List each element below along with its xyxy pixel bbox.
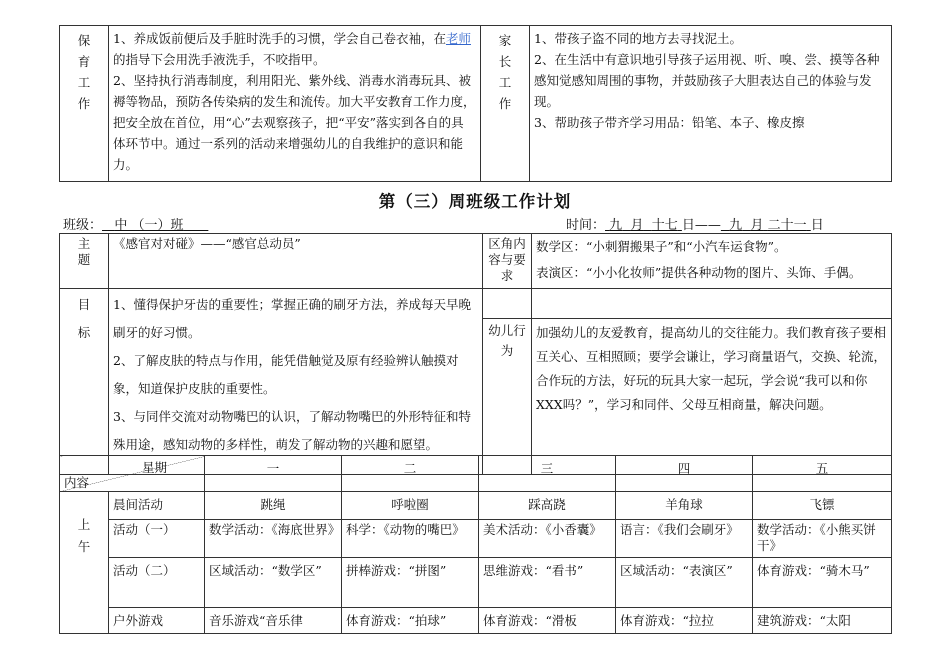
schedule-cell: 体育游戏：“滑板 [479,608,616,634]
care-work-label: 保育工作 [60,26,109,182]
plan-table [59,233,892,475]
schedule-cell: 跳绳 [205,492,342,520]
area-item-2: 表演区：“小小化妆师”提供各种动物的图片、头饰、手偶。 [536,265,862,280]
schedule-cell: 体育游戏：“骑木马” [753,558,892,608]
time-month-end: 九 [729,218,743,233]
parent-work-content [530,26,892,182]
day-header-1: 一 [205,456,342,492]
schedule-cell: 思维游戏：“看书” [479,558,616,608]
corner-weekday: 星期 [142,460,168,475]
schedule-cell: 科学：《动物的嘴巴》 [342,520,479,558]
care-item-1: 1、养成饭前便后及手脏时洗手的习惯，学会自己卷衣袖，在老师的指导下会用洗手液洗手，不咬指甲。 [113,31,471,67]
care-item-2: 2、坚持执行消毒制度，利用阳光、紫外线、消毒水消毒玩具、被褥等物品，预防各传染病的发生和流传。加大平安教育工作力度，把安全放在首位，用“心”去观察孩子，把“平安”落实到各自的具体环节中。通过一系列的活动来增强幼儿的自我维护的意识和能力。 [113,73,476,172]
day-header-4: 四 [616,456,753,492]
care-work-content [109,26,481,182]
parent-item-2: 2、在生活中有意识地引导孩子运用视、听、嗅、尝、摸等各种感知觉感知周围的事物，并鼓励孩子大胆表达自己的体验与发现。 [534,52,880,109]
area-item-1: 数学区：“小刺猬搬果子”和“小汽车运食物”。 [536,239,787,254]
theme-value: 《感官对对碰》——“感官总动员” [109,234,483,289]
time-label: 时间： [566,218,606,233]
schedule-cell: 语言：《我们会刷牙》 [616,520,753,558]
theme-label: 主题 [60,234,109,289]
behavior-label: 幼儿行为 [483,319,532,475]
row-label: 户外游戏 [109,608,205,634]
schedule-cell: 体育游戏：“拉拉 [616,608,753,634]
period-morning-label: 上午 [60,492,109,634]
time-day-end: 二十一 [767,218,807,233]
schedule-cell: 区域活动：“表演区” [616,558,753,608]
behavior-content: 加强幼儿的友爱教育，提高幼儿的交往能力。我们教育孩子要相互关心、互相照顾；要学会谦让，学习商量语气，交换、轮流，合作玩的方法，好玩的玩具大家一起玩，学会说“我可以和你XXX吗？”，学习和同伴、父母互相商量，解决问题。 [532,319,892,475]
schedule-cell: 音乐游戏“音乐律 [205,608,342,634]
time-day-start: 十七 [651,218,678,233]
schedule-table [59,455,892,634]
schedule-cell: 建筑游戏：“太阳 [753,608,892,634]
parent-item-1: 1、带孩子盗不同的地方去寻找泥土。 [534,31,742,46]
goal-item-3: 3、与同伴交流对动物嘴巴的认识，了解动物嘴巴的外形特征和特殊用途，感知动物的多样性，萌发了解动物的兴趣和愿望。 [113,409,471,452]
schedule-cell: 呼啦圈 [342,492,479,520]
schedule-cell: 拼棒游戏：“拼图” [342,558,479,608]
row-label: 活动（二） [109,558,205,608]
schedule-corner [60,456,205,492]
time-month-start: 九 [609,218,623,233]
goal-content [109,289,483,475]
schedule-cell: 体育游戏：“拍球” [342,608,479,634]
row-label: 活动（一） [109,520,205,558]
goal-item-1: 1、懂得保护牙齿的重要性；掌握正确的刷牙方法，养成每天早晚刷牙的好习惯。 [113,297,471,340]
schedule-cell: 羊角球 [616,492,753,520]
care-parent-table [59,25,892,182]
class-value: 中 （一）班 [114,218,184,233]
goal-item-2: 2、了解皮肤的特点与作用，能凭借触觉及原有经验辨认触摸对象，知道保护皮肤的重要性。 [113,353,459,396]
time-info: 时间： 九 月 十七 日—— 九 月 二十一 日 [566,218,824,233]
area-content [532,234,892,289]
goal-label: 目标 [60,289,109,475]
day-header-5: 五 [753,456,892,492]
page-title: 第（三）周班级工作计划 [378,192,572,211]
schedule-cell: 踩高跷 [479,492,616,520]
parent-work-label: 家长工作 [481,26,530,182]
class-label: 班级： [63,218,103,233]
day-header-2: 二 [342,456,479,492]
parent-item-3: 3、帮助孩子带齐学习用品：铅笔、本子、橡皮擦 [534,115,805,130]
schedule-cell: 美术活动：《小香囊》 [479,520,616,558]
schedule-cell: 飞镖 [753,492,892,520]
class-info [63,214,208,233]
schedule-cell: 区域活动：“数学区” [205,558,342,608]
corner-content: 内容 [64,475,90,490]
schedule-cell: 数学活动：《小熊买饼干》 [753,520,892,558]
area-label: 区角内容与要求 [483,234,532,289]
row-label: 晨间活动 [109,492,205,520]
teacher-link[interactable]: 老师 [445,31,471,46]
day-header-3: 三 [479,456,616,492]
schedule-cell: 数学活动：《海底世界》 [205,520,342,558]
